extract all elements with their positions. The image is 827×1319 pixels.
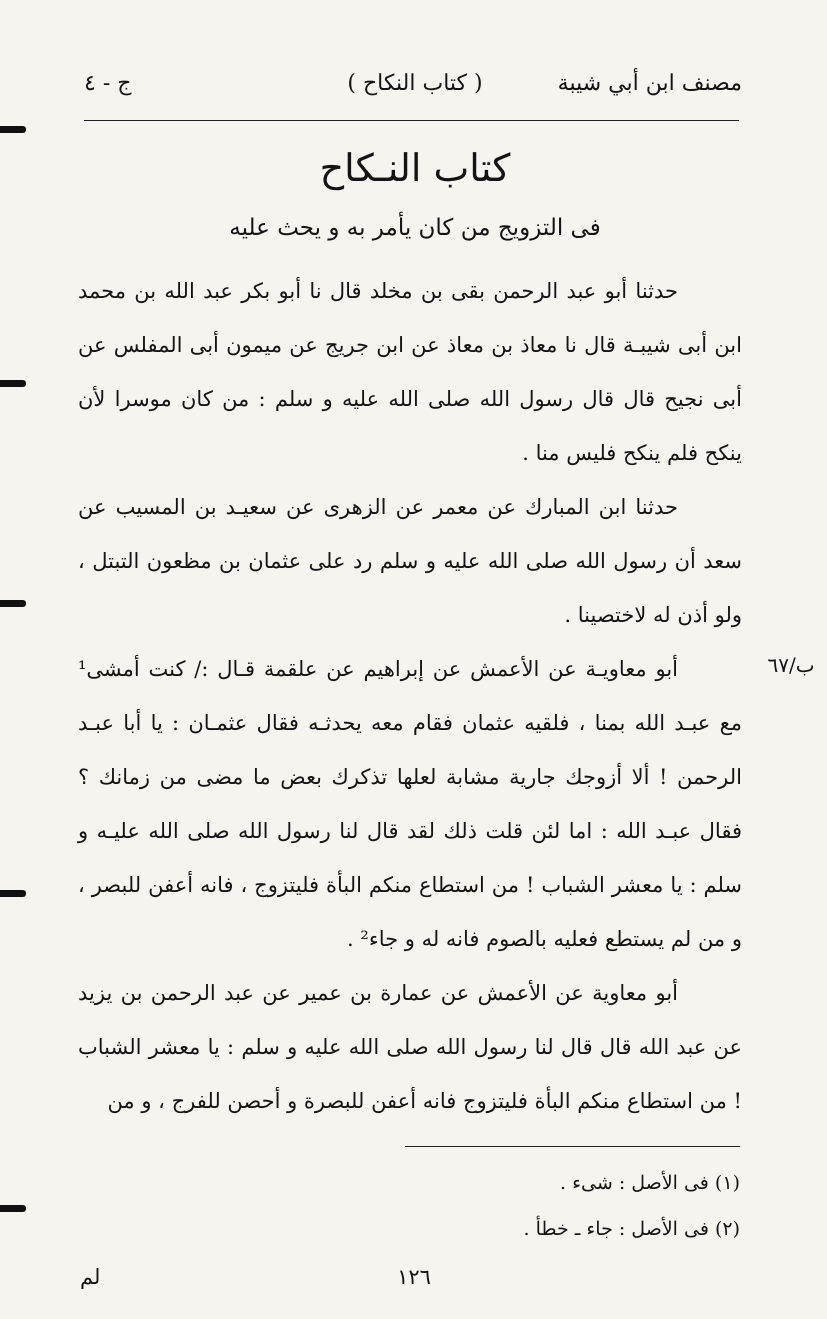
header-rule (84, 120, 739, 121)
binding-mark (0, 126, 26, 133)
binding-mark (0, 1205, 26, 1212)
book-title: كتاب النـكاح (319, 146, 511, 190)
binding-mark (0, 600, 26, 607)
signature-catchword: لم (80, 1265, 101, 1289)
running-header-section: ( كتاب النكاح ) (347, 71, 483, 96)
running-header-volume: ج - ٤ (84, 71, 132, 96)
margin-folio-note: ب/٦٧ (767, 653, 815, 677)
binding-mark (0, 380, 26, 387)
paragraph-3: أبو معاويـة عن الأعمش عن إبراهيم عن علقمة قـال :/ كنت أمشى¹ مع عبـد الله بمنا ، فلقيه عثمان فقام معه يحدثـه فقال عثمـان : يا أبا عبـد الرحمن ! ألا أزوجك جارية مشابة لعلها تذكرك بعض ما مضى من زمانك ؟ فقال عبـد الله : اما لئن قلت ذلك لقد قال لنا رسول الله صلى الله عليـه و سلم : يا معشر الشباب ! من استطاع منكم البأة فليتزوج ، فانه أعفن للبصر ، و من لم يستطع فعليه بالصوم فانه له و جاء² . (78, 657, 742, 951)
binding-mark (0, 890, 26, 897)
running-header-book-title: مصنف ابن أبي شيبة (557, 71, 742, 96)
footnote-1: (١) فى الأصل : شىء . (560, 1172, 740, 1194)
footnotes (420, 1160, 740, 1252)
chapter-title: فى التزويج من كان يأمر به و يحث عليه (229, 215, 601, 241)
paragraph-4: أبو معاوية عن الأعمش عن عمارة بن عمير عن عبد الرحمن بن يزيد عن عبد الله قال قال لنا رسول الله صلى الله عليه و سلم : يا معشر الشباب ! من استطاع منكم البأة فليتزوج فانه أعفن للبصرة و أحصن للفرج ، و من (78, 981, 742, 1113)
footnote-2: (٢) فى الأصل : جاء ـ خطأ . (523, 1218, 740, 1240)
footnote-rule (405, 1146, 740, 1147)
page-number: ١٢٦ (397, 1265, 431, 1289)
paragraph-1: حدثنا أبو عبد الرحمن بقى بن مخلد قال نا أبو بكر عبد الله بن محمد ابن أبى شيبـة قال نا معاذ بن معاذ عن ابن جريج عن ميمون أبى المفلس عن أبى نجيح قال قال رسول الله صلى الله عليه و سلم : من كان موسرا لأن ينكح فلم ينكح فليس منا . (78, 279, 742, 465)
paragraph-2: حدثنا ابن المبارك عن معمر عن الزهرى عن سعيـد بن المسيب عن سعد أن رسول الله صلى الله عليه و سلم رد على عثمان بن مظعون التبتل ، ولو أذن له لاختصينا . (78, 495, 742, 627)
body-text (78, 264, 742, 1128)
